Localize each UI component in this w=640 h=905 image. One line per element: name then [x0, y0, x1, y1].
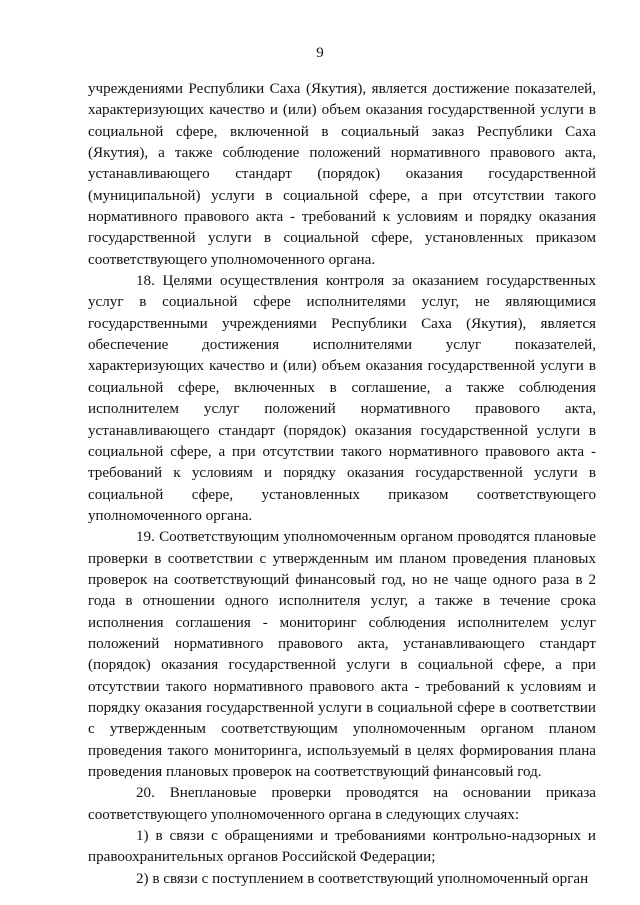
- paragraph-item-18: 18. Целями осуществления контроля за оказанием государственных услуг в социальной сфере исполнителями услуг, не являющимися государственными учреждениями Республики Саха (Якутия), является обеспечение достижения исполнителями услуг показателей, характеризующих качество и (или) объем оказания государственной услуги в социальной сфере, включенных в соглашение, а также соблюдения исполнителем услуг положений нормативного правового акта, устанавливающего стандарт (порядок) оказания государственной услуги в социальной сфере, а при отсутствии такого нормативного правового акта - требований к условиям и порядку оказания государственной услуги в социальной сфере, установленных приказом соответствующего уполномоченного органа.: [88, 273, 596, 524]
- paragraph-item-19: 19. Соответствующим уполномоченным органом проводятся плановые проверки в соответствии с утвержденным им планом проведения плановых проверок на соответствующий финансовый год, но не чаще одного раза в 2 года в отношении одного исполнителя услуг, а также в течение срока исполнения соглашения - мониторинг соблюдения исполнителем услуг положений нормативного правового акта, устанавливающего стандарт (порядок) оказания государственной услуги в социальной сфере, а при отсутствии такого нормативного правового акта - требований к условиям и порядку оказания государственной услуги в социальной сфере в соответствии с утвержденным соответствующим уполномоченным органом планом проведения такого мониторинга, используемый в целях формирования плана проведения плановых проверок на соответствующий финансовый год.: [88, 529, 596, 780]
- document-body: [88, 79, 596, 890]
- paragraph-item-20: 20. Внеплановые проверки проводятся на основании приказа соответствующего уполномоченного органа в следующих случаях:: [88, 785, 596, 823]
- page-number: 9: [316, 45, 324, 61]
- paragraph-continuation: учреждениями Республики Саха (Якутия), является достижение показателей, характеризующих качество и (или) объем оказания государственной услуги в социальной сфере, включенной в социальный заказ Республики Саха (Якутия), а также соблюдение положений нормативного правового акта, устанавливающего стандарт (порядок) оказания государственной (муниципальной) услуги в социальной сфере, а при отсутствии такого нормативного правового акта - требований к условиям и порядку оказания государственной услуги в социальной сфере, установленных приказом соответствующего уполномоченного органа.: [88, 81, 596, 268]
- paragraph-subitem-2: 2) в связи с поступлением в соответствующий уполномоченный орган: [136, 870, 589, 887]
- paragraph-subitem-1: 1) в связи с обращениями и требованиями контрольно-надзорных и правоохранительных органов Российской Федерации;: [88, 828, 596, 866]
